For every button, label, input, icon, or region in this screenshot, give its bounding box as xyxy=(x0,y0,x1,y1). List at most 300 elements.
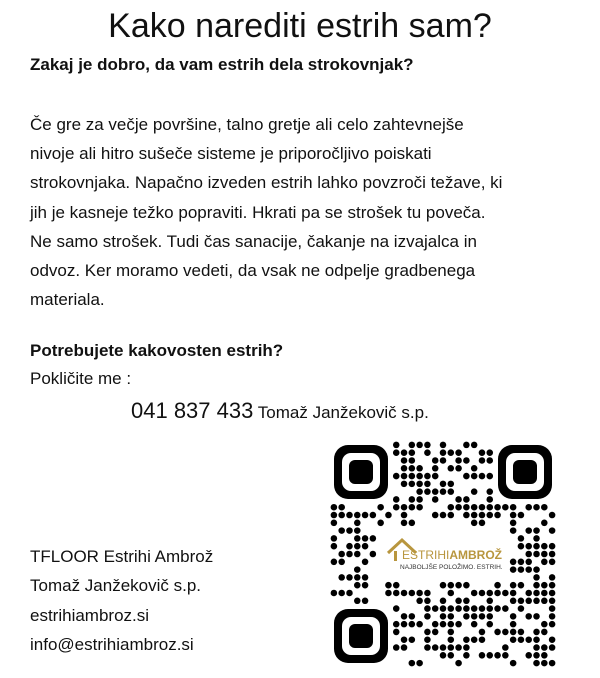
qr-module xyxy=(533,504,540,511)
qr-module xyxy=(463,457,470,464)
qr-module xyxy=(533,582,540,589)
qr-module xyxy=(541,629,548,636)
qr-module xyxy=(541,652,548,659)
qr-module xyxy=(486,621,493,628)
qr-module xyxy=(338,512,345,519)
qr-module xyxy=(409,621,416,628)
qr-module xyxy=(331,520,338,527)
qr-module xyxy=(424,442,431,449)
qr-module xyxy=(541,551,548,558)
qr-module xyxy=(424,597,431,604)
qr-module xyxy=(463,512,470,519)
qr-module xyxy=(416,488,423,495)
qr-module xyxy=(533,644,540,651)
qr-module xyxy=(533,551,540,558)
qr-module xyxy=(354,574,361,581)
qr-module xyxy=(518,636,525,643)
qr-module xyxy=(416,597,423,604)
qr-module xyxy=(494,629,501,636)
qr-module xyxy=(432,488,439,495)
qr-module xyxy=(494,582,501,589)
qr-module xyxy=(533,566,540,573)
qr-module xyxy=(424,488,431,495)
qr-module xyxy=(549,644,556,651)
qr-module xyxy=(463,597,470,604)
qr-module xyxy=(455,597,462,604)
qr-module xyxy=(549,590,556,597)
qr-module xyxy=(338,504,345,511)
qr-module xyxy=(409,481,416,488)
qr-module xyxy=(494,605,501,612)
qr-module xyxy=(494,512,501,519)
paragraph-line: materiala. xyxy=(30,290,105,310)
qr-module xyxy=(479,512,486,519)
logo-brand-light: ESTRIHI xyxy=(402,548,450,562)
qr-module xyxy=(362,559,369,566)
qr-module xyxy=(486,652,493,659)
qr-module xyxy=(354,582,361,589)
qr-module xyxy=(471,605,478,612)
qr-module xyxy=(440,613,447,620)
qr-module xyxy=(393,605,400,612)
qr-module xyxy=(432,473,439,480)
qr-module xyxy=(541,621,548,628)
qr-module xyxy=(479,652,486,659)
company-name: TFLOOR Estrihi Ambrož xyxy=(30,547,214,566)
qr-module xyxy=(471,590,478,597)
qr-module xyxy=(471,473,478,480)
subheading: Zakaj je dobro, da vam estrih dela strokovnjak? xyxy=(30,55,414,74)
qr-module xyxy=(331,543,338,550)
qr-module xyxy=(525,504,532,511)
qr-module xyxy=(463,652,470,659)
qr-module xyxy=(393,442,400,449)
qr-module xyxy=(370,512,377,519)
qr-module xyxy=(502,605,509,612)
qr-module xyxy=(510,559,517,566)
qr-module xyxy=(549,621,556,628)
qr-module xyxy=(440,597,447,604)
phone-number[interactable]: 041 837 433 xyxy=(131,398,254,423)
qr-module xyxy=(518,605,525,612)
qr-module xyxy=(370,535,377,542)
qr-module xyxy=(525,559,532,566)
qr-module xyxy=(463,504,470,511)
contact-person: Tomaž Janžekovič s.p. xyxy=(30,576,202,596)
qr-module xyxy=(486,512,493,519)
qr-module xyxy=(401,613,408,620)
qr-module xyxy=(385,582,392,589)
qr-module xyxy=(416,660,423,667)
qr-module xyxy=(541,582,548,589)
qr-module xyxy=(448,449,455,456)
qr-module xyxy=(510,629,517,636)
qr-module xyxy=(510,527,517,534)
qr-module xyxy=(338,590,345,597)
qr-module xyxy=(401,644,408,651)
qr-module xyxy=(448,613,455,620)
qr-module xyxy=(533,652,540,659)
qr-module xyxy=(471,465,478,472)
qr-module xyxy=(432,644,439,651)
estrihi-ambroz-logo xyxy=(382,533,506,575)
qr-module xyxy=(486,473,493,480)
cta-heading: Potrebujete kakovosten estrih? xyxy=(30,341,284,360)
qr-module xyxy=(518,543,525,550)
qr-module xyxy=(409,660,416,667)
qr-module xyxy=(486,597,493,604)
qr-module xyxy=(440,621,447,628)
qr-module xyxy=(518,566,525,573)
qr-module xyxy=(455,621,462,628)
qr-module xyxy=(409,504,416,511)
qr-module xyxy=(502,629,509,636)
qr-module xyxy=(502,504,509,511)
qr-module xyxy=(401,465,408,472)
qr-module xyxy=(510,597,517,604)
qr-module xyxy=(455,605,462,612)
qr-module xyxy=(541,559,548,566)
qr-module xyxy=(471,488,478,495)
contact-block xyxy=(30,542,213,659)
qr-module xyxy=(331,535,338,542)
qr-module xyxy=(518,597,525,604)
qr-module xyxy=(510,512,517,519)
qr-module xyxy=(518,629,525,636)
qr-module xyxy=(448,582,455,589)
qr-module xyxy=(525,566,532,573)
qr-module xyxy=(510,613,517,620)
paragraph-line: Če gre za večje površine, talno gretje ali celo zahtevnejše xyxy=(30,115,464,134)
qr-module xyxy=(533,613,540,620)
qr-module xyxy=(354,566,361,573)
qr-module xyxy=(533,574,540,581)
qr-module xyxy=(346,512,353,519)
qr-module xyxy=(541,504,548,511)
qr-module xyxy=(338,527,345,534)
qr-module xyxy=(401,473,408,480)
qr-module xyxy=(479,605,486,612)
qr-module xyxy=(549,582,556,589)
qr-module xyxy=(463,473,470,480)
qr-module xyxy=(463,442,470,449)
qr-module xyxy=(463,636,470,643)
qr-module xyxy=(448,465,455,472)
qr-module xyxy=(518,535,525,542)
qr-module xyxy=(416,465,423,472)
qr-module xyxy=(471,636,478,643)
qr-module xyxy=(424,644,431,651)
qr-finder-top-right xyxy=(498,445,552,499)
paragraph-line: odvoz. Ker moramo vedeti, da vsak ne odpelje gradbenega xyxy=(30,261,476,281)
qr-module xyxy=(518,582,525,589)
qr-module xyxy=(494,652,501,659)
qr-module xyxy=(416,496,423,503)
qr-module xyxy=(331,504,338,511)
paragraph-line: Ne samo strošek. Tudi čas sanacije, čakanje na izvajalca in xyxy=(30,231,477,251)
qr-module xyxy=(409,520,416,527)
qr-module xyxy=(486,496,493,503)
qr-module xyxy=(455,644,462,651)
qr-module xyxy=(486,605,493,612)
qr-module xyxy=(401,504,408,511)
qr-module xyxy=(385,512,392,519)
qr-finder-top-left xyxy=(334,445,388,499)
qr-module xyxy=(525,527,532,534)
qr-module xyxy=(455,504,462,511)
qr-module xyxy=(409,636,416,643)
qr-module xyxy=(440,644,447,651)
qr-module xyxy=(354,551,361,558)
qr-module xyxy=(424,473,431,480)
qr-module xyxy=(541,597,548,604)
qr-module xyxy=(401,621,408,628)
qr-module xyxy=(440,457,447,464)
qr-module xyxy=(479,473,486,480)
qr-module xyxy=(409,613,416,620)
qr-module xyxy=(471,512,478,519)
qr-module xyxy=(416,504,423,511)
qr-module xyxy=(471,442,478,449)
qr-module xyxy=(525,652,532,659)
qr-module xyxy=(479,457,486,464)
qr-module xyxy=(346,543,353,550)
qr-module xyxy=(549,574,556,581)
qr-module xyxy=(393,629,400,636)
qr-module xyxy=(370,551,377,558)
qr-module xyxy=(440,512,447,519)
qr-module xyxy=(549,559,556,566)
qr-module xyxy=(346,574,353,581)
qr-module xyxy=(432,496,439,503)
qr-module xyxy=(533,636,540,643)
qr-module xyxy=(471,621,478,628)
qr-module xyxy=(331,512,338,519)
qr-module xyxy=(525,543,532,550)
qr-module xyxy=(440,442,447,449)
qr-module xyxy=(533,660,540,667)
qr-module xyxy=(401,449,408,456)
qr-module xyxy=(533,629,540,636)
qr-module xyxy=(448,605,455,612)
qr-module xyxy=(362,574,369,581)
qr-module xyxy=(409,473,416,480)
qr-module xyxy=(541,543,548,550)
qr-module xyxy=(416,473,423,480)
qr-module xyxy=(479,520,486,527)
qr-module xyxy=(471,520,478,527)
qr-module xyxy=(502,652,509,659)
qr-module xyxy=(510,566,517,573)
qr-module xyxy=(448,512,455,519)
email-link[interactable]: info@estrihiambroz.si xyxy=(30,634,194,654)
qr-module xyxy=(416,590,423,597)
qr-module xyxy=(393,473,400,480)
qr-module xyxy=(362,582,369,589)
qr-module xyxy=(541,520,548,527)
qr-module xyxy=(362,512,369,519)
qr-module xyxy=(401,481,408,488)
qr-module xyxy=(448,629,455,636)
qr-module xyxy=(518,512,525,519)
qr-module xyxy=(549,527,556,534)
qr-module xyxy=(549,512,556,519)
paragraph-line: jih je kasneje težko popraviti. Hkrati pa se strošek tu poveča. xyxy=(30,202,486,222)
qr-module xyxy=(416,481,423,488)
qr-module xyxy=(432,629,439,636)
website-link[interactable]: estrihiambroz.si xyxy=(30,605,150,625)
qr-module xyxy=(549,660,556,667)
qr-module xyxy=(525,613,532,620)
qr-module xyxy=(471,613,478,620)
qr-module xyxy=(549,636,556,643)
qr-module xyxy=(533,597,540,604)
qr-module xyxy=(416,442,423,449)
qr-module xyxy=(455,496,462,503)
qr-module xyxy=(424,613,431,620)
qr-module xyxy=(502,590,509,597)
qr-module xyxy=(541,660,548,667)
logo-slogan: NAJBOLJŠE POLOŽIMO. ESTRIH. xyxy=(400,564,503,571)
qr-module xyxy=(525,597,532,604)
qr-module xyxy=(510,520,517,527)
qr-module xyxy=(338,574,345,581)
qr-finder-bottom-left xyxy=(334,609,388,663)
qr-module xyxy=(463,496,470,503)
qr-module xyxy=(455,449,462,456)
qr-module xyxy=(331,559,338,566)
qr-module xyxy=(494,590,501,597)
qr-module xyxy=(448,644,455,651)
qr-module xyxy=(424,481,431,488)
qr-module xyxy=(549,543,556,550)
qr-code[interactable] xyxy=(330,441,556,667)
svg-text:ESTRIHIAMBROŽ xyxy=(402,547,502,562)
qr-module xyxy=(393,644,400,651)
qr-module xyxy=(440,481,447,488)
qr-module xyxy=(510,621,517,628)
qr-module xyxy=(354,520,361,527)
logo-brand-bold: AMBROŽ xyxy=(449,548,503,562)
page-title: Kako narediti estrih sam? xyxy=(108,7,492,45)
qr-module xyxy=(494,504,501,511)
qr-module xyxy=(525,590,532,597)
qr-module xyxy=(510,636,517,643)
qr-module xyxy=(486,488,493,495)
qr-module xyxy=(533,590,540,597)
qr-module xyxy=(486,449,493,456)
qr-module xyxy=(424,636,431,643)
qr-module xyxy=(448,621,455,628)
qr-module xyxy=(510,504,517,511)
body-paragraph xyxy=(30,110,555,314)
qr-module xyxy=(409,465,416,472)
phone-person: Tomaž Janžekovič s.p. xyxy=(257,403,429,422)
qr-module xyxy=(440,605,447,612)
qr-module xyxy=(401,590,408,597)
qr-module xyxy=(463,644,470,651)
qr-module xyxy=(362,543,369,550)
qr-module xyxy=(463,613,470,620)
qr-module xyxy=(354,535,361,542)
qr-module xyxy=(362,535,369,542)
qr-module xyxy=(541,590,548,597)
qr-module xyxy=(549,597,556,604)
qr-module xyxy=(549,605,556,612)
qr-module xyxy=(455,582,462,589)
qr-module xyxy=(346,551,353,558)
qr-module xyxy=(393,449,400,456)
qr-module xyxy=(401,520,408,527)
qr-module xyxy=(401,457,408,464)
qr-module xyxy=(409,590,416,597)
qr-module xyxy=(346,590,353,597)
qr-module xyxy=(432,512,439,519)
qr-module xyxy=(502,644,509,651)
qr-module xyxy=(416,621,423,628)
qr-module xyxy=(463,605,470,612)
qr-module xyxy=(362,597,369,604)
qr-module xyxy=(385,590,392,597)
qr-module xyxy=(377,504,384,511)
qr-module xyxy=(510,582,517,589)
qr-module xyxy=(393,582,400,589)
qr-module xyxy=(338,551,345,558)
qr-code-graphic xyxy=(330,441,556,667)
qr-module xyxy=(440,582,447,589)
qr-module xyxy=(479,590,486,597)
qr-module xyxy=(354,527,361,534)
qr-module xyxy=(486,613,493,620)
qr-module xyxy=(448,590,455,597)
qr-module xyxy=(354,597,361,604)
qr-module xyxy=(455,465,462,472)
qr-module xyxy=(401,512,408,519)
qr-module xyxy=(479,613,486,620)
qr-module xyxy=(377,520,384,527)
qr-module xyxy=(525,636,532,643)
qr-module xyxy=(533,535,540,542)
qr-module xyxy=(409,442,416,449)
qr-module xyxy=(424,590,431,597)
qr-module xyxy=(424,629,431,636)
paragraph-line: nivoje ali hitro sušeče sisteme je priporočljivo poiskati xyxy=(30,144,432,164)
qr-module xyxy=(510,660,517,667)
qr-module xyxy=(424,449,431,456)
qr-module xyxy=(448,488,455,495)
qr-module xyxy=(518,559,525,566)
qr-module xyxy=(525,551,532,558)
qr-module xyxy=(440,488,447,495)
qr-module xyxy=(432,605,439,612)
qr-module xyxy=(432,465,439,472)
qr-module xyxy=(354,543,361,550)
qr-module xyxy=(448,481,455,488)
qr-module xyxy=(393,504,400,511)
qr-module xyxy=(424,605,431,612)
qr-module xyxy=(479,449,486,456)
call-text: Pokličite me : xyxy=(30,369,132,388)
qr-module xyxy=(448,504,455,511)
qr-module xyxy=(549,551,556,558)
qr-module xyxy=(486,504,493,511)
qr-module xyxy=(533,527,540,534)
qr-module xyxy=(409,449,416,456)
qr-module xyxy=(455,660,462,667)
qr-module xyxy=(455,457,462,464)
qr-module xyxy=(510,590,517,597)
qr-module xyxy=(401,636,408,643)
